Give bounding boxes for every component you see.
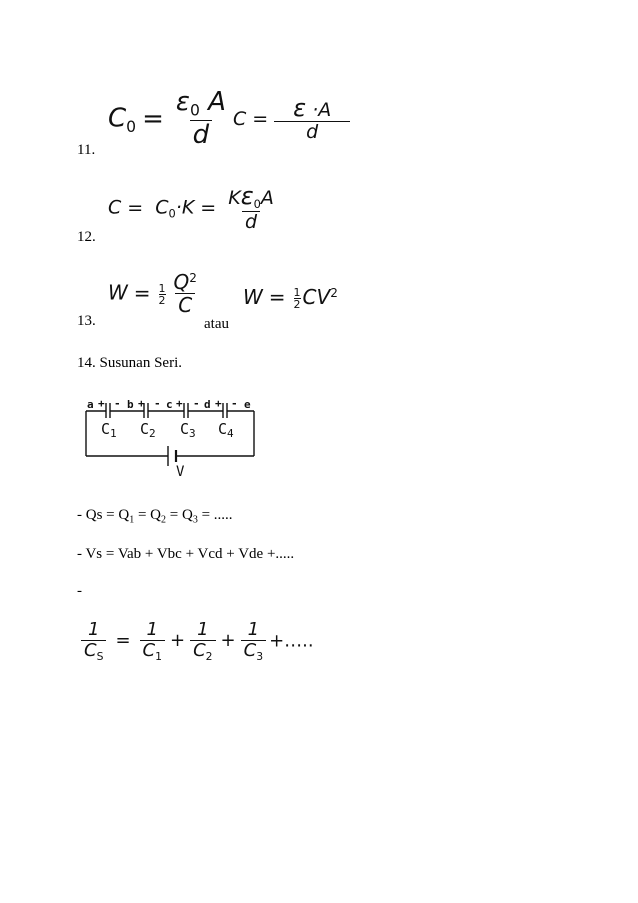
dash-marker: -: [77, 583, 82, 599]
fraction: [277, 95, 347, 144]
charge-sign: -: [231, 397, 238, 410]
formula-variable: K: [181, 196, 195, 219]
formula-series-capacitance: $\frac{1}{C_S}$ = $\frac{1}{C_1}$ + $\frac{1}{C_2}$ + $\frac{1}{C_3}$ +…..: [78, 620, 314, 663]
capacitor-label-c1: $C_1$: [101, 420, 117, 440]
formula-variable: CV: [302, 285, 331, 309]
formula-denominator: d: [190, 120, 213, 151]
formula-subscript: 0: [253, 196, 261, 211]
charge-text: = Q: [134, 507, 162, 523]
half-numerator: 1: [293, 286, 301, 299]
fraction: [190, 620, 215, 663]
fraction: [225, 183, 277, 233]
formula-variable: C: [84, 639, 97, 661]
formula-denominator: d: [242, 211, 260, 234]
node-label-d: d: [204, 398, 211, 411]
formula-lhs: W: [108, 280, 128, 305]
node-label-c: c: [166, 398, 173, 411]
formula-subscript: 0: [168, 206, 176, 221]
formula-variable: C: [142, 639, 156, 661]
formula-variable: K: [228, 187, 241, 209]
formula-variable: A: [260, 187, 274, 209]
formula-denominator: C: [175, 293, 195, 317]
half-denominator: 2: [158, 293, 166, 307]
formula-subscript: 3: [256, 649, 264, 663]
capacitor-label-c4: $C_4$: [218, 420, 234, 440]
node-label-a: a: [87, 398, 94, 411]
charge-sign: +: [138, 397, 145, 410]
continuation-dots: +…..: [269, 630, 314, 652]
epsilon-symbol: ε: [240, 182, 254, 210]
formula-energy-charge: W = $\frac{1}{2}$ $\frac{Q^2}{C}$: [108, 271, 203, 317]
formula-superscript: 2: [189, 270, 197, 285]
formula-lhs: C: [108, 196, 122, 219]
charge-text: = Q: [166, 507, 193, 523]
formula-lhs: C: [233, 108, 247, 131]
formula-denominator: d: [274, 121, 350, 144]
formula-subscript: 0: [189, 101, 200, 120]
formula-numerator: 1: [146, 619, 158, 640]
capacitor-label-c2: $C_2$: [140, 420, 156, 440]
half-numerator: 1: [158, 281, 166, 295]
series-circuit-diagram: [84, 394, 269, 479]
formula-superscript: 2: [330, 285, 338, 300]
formula-variable: C: [193, 639, 206, 661]
formula-energy-voltage: W = $\frac{1}{2}$ $CV^2$: [243, 285, 338, 311]
formula-lhs: W: [243, 285, 263, 309]
fraction: [173, 88, 229, 150]
formula-numerator: 1: [247, 619, 260, 640]
formula-denominator: [241, 640, 266, 663]
capacitor-label-c3: $C_3$: [180, 420, 196, 440]
charge-sign: +: [215, 397, 222, 410]
formula-subscript: S: [96, 649, 104, 663]
charge-sign: +: [176, 397, 183, 410]
item-number-11: 11.: [77, 142, 96, 158]
half-fraction: [294, 287, 301, 310]
half-denominator: 2: [293, 298, 301, 311]
dot-symbol: ·: [175, 196, 182, 219]
epsilon-symbol: ε: [175, 87, 190, 117]
node-label-e: e: [244, 398, 251, 411]
charge-sign: -: [154, 397, 161, 410]
epsilon-symbol: ε: [293, 94, 307, 122]
source-label-v: V: [176, 464, 185, 479]
formula-variable: A: [318, 99, 332, 121]
formula-capacitance-k: $C = C_0\cdot K$ = $\frac{K\varepsilon_0A}{d}$: [108, 183, 280, 233]
charge-sign: +: [98, 397, 105, 410]
node-label-b: b: [127, 398, 134, 411]
charge-sign: -: [193, 397, 200, 410]
fraction: [241, 620, 266, 663]
subscript: 2: [161, 514, 167, 526]
dot-symbol: ·: [312, 99, 319, 121]
formula-denominator: [190, 640, 215, 663]
charge-sign: -: [114, 397, 121, 410]
formula-variable: A: [208, 87, 226, 117]
formula-subscript: 1: [155, 649, 162, 663]
fraction: [171, 271, 200, 317]
charge-text: = .....: [197, 507, 233, 523]
formula-subscript: 2: [205, 649, 213, 663]
formula-subscript: 0: [126, 118, 137, 137]
half-fraction: [159, 283, 166, 306]
formula-numerator: 1: [87, 619, 100, 640]
subscript: 1: [129, 514, 135, 526]
section-heading-series: 14. Susunan Seri.: [77, 355, 182, 371]
formula-denominator: [140, 640, 165, 663]
fraction: [140, 620, 165, 663]
charge-text: - Qs = Q: [77, 507, 130, 523]
fraction: [81, 620, 106, 663]
formula-denominator: [81, 640, 106, 663]
series-charge-line: [77, 507, 233, 526]
formula-lhs: C: [108, 103, 127, 134]
formula-variable: Q: [173, 270, 190, 294]
item-number-13: 13.: [77, 313, 96, 329]
formula-capacitance-vacuum: $C_0$ = $\frac{\varepsilon_0 A}{d}$: [108, 88, 232, 150]
formula-variable: C: [155, 196, 169, 219]
formula-capacitance-dielectric: C = $\frac{\varepsilon \cdot A}{d}$: [233, 95, 350, 144]
subscript: 3: [192, 514, 198, 526]
connector-atau: atau: [204, 316, 229, 332]
formula-variable: C: [243, 639, 257, 661]
item-number-12: 12.: [77, 229, 96, 245]
series-voltage-line: - Vs = Vab + Vbc + Vcd + Vde +.....: [77, 546, 295, 562]
formula-numerator: 1: [197, 619, 209, 640]
